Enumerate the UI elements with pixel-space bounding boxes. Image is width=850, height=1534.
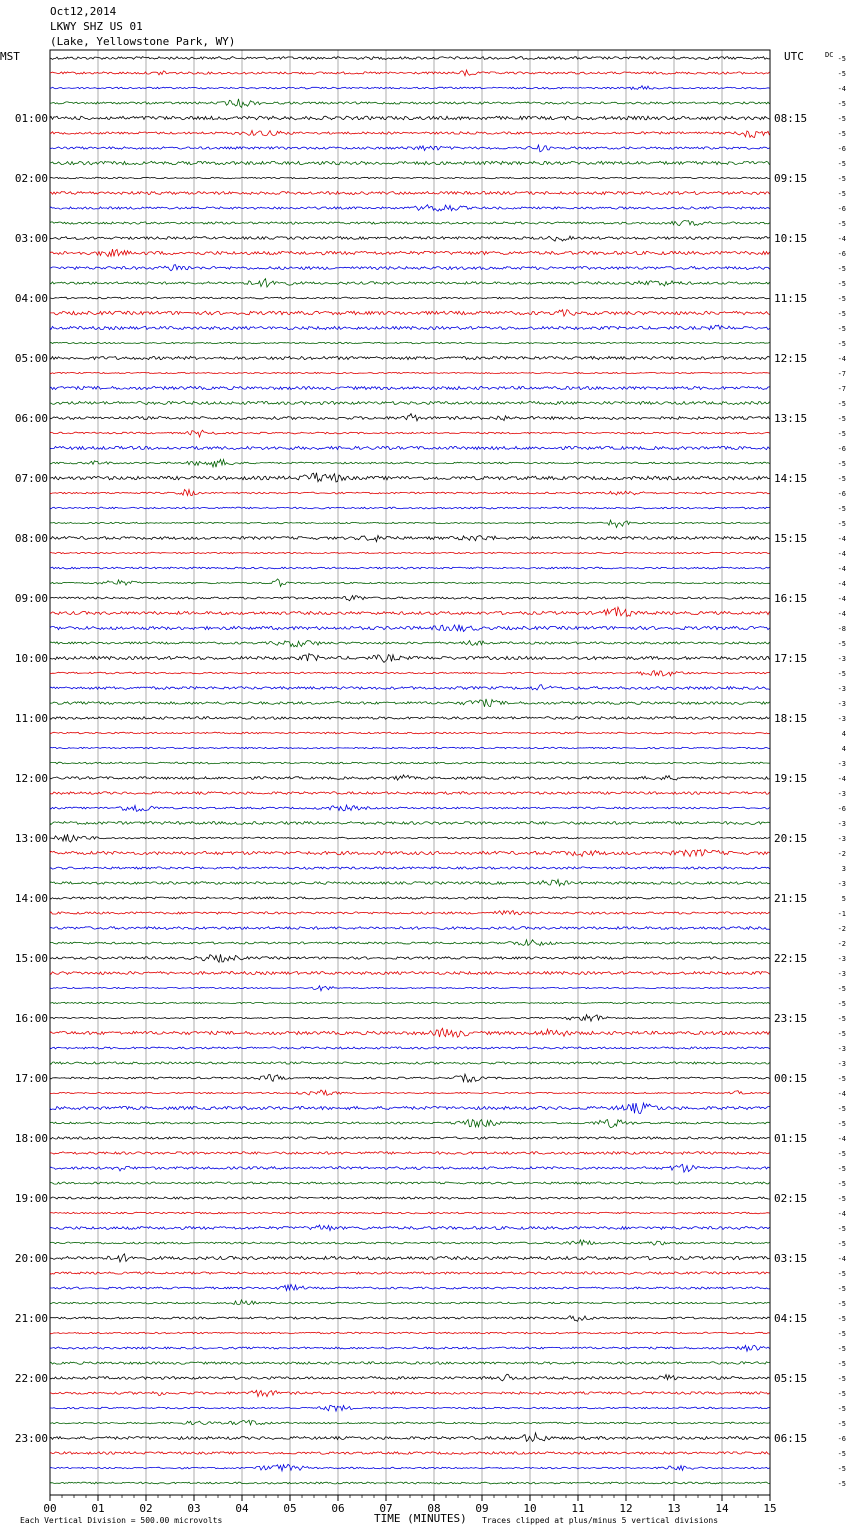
right-hour-label: 18:15 — [774, 712, 808, 725]
x-tick-label: 00 — [43, 1502, 57, 1515]
dc-label: DC — [825, 51, 834, 59]
dc-offset-label: -3 — [837, 820, 846, 828]
right-hour-label: 06:15 — [774, 1432, 808, 1445]
right-hour-label: 04:15 — [774, 1312, 808, 1325]
trace-line — [50, 507, 770, 509]
left-hour-label: 17:00 — [14, 1072, 48, 1085]
trace-line — [50, 297, 770, 299]
trace-line — [50, 1272, 770, 1274]
trace-line — [50, 279, 770, 287]
dc-offset-label: -5 — [837, 520, 846, 528]
trace-line — [50, 911, 770, 915]
right-hour-label: 00:15 — [774, 1072, 808, 1085]
dc-offset-label: -5 — [837, 1300, 846, 1308]
left-hour-label: 20:00 — [14, 1252, 48, 1265]
trace-line — [50, 552, 770, 553]
dc-offset-label: -3 — [837, 700, 846, 708]
dc-offset-label: -5 — [837, 475, 846, 483]
left-hour-label: 02:00 — [14, 172, 48, 185]
trace-line — [50, 116, 770, 120]
dc-offset-label: -5 — [837, 1480, 846, 1488]
dc-offset-label: -4 — [837, 565, 846, 573]
trace-line — [50, 1062, 770, 1064]
trace-line — [50, 131, 770, 138]
left-hour-label: 10:00 — [14, 652, 48, 665]
dc-offset-label: -5 — [837, 640, 846, 648]
trace-line — [50, 1225, 770, 1231]
x-tick-label: 03 — [187, 1502, 201, 1515]
right-hour-label: 14:15 — [774, 472, 808, 485]
dc-offset-label: -6 — [837, 145, 846, 153]
right-hour-label: 01:15 — [774, 1132, 808, 1145]
trace-line — [50, 1482, 770, 1484]
dc-offset-label: -6 — [837, 805, 846, 813]
trace-line — [50, 446, 770, 449]
dc-offset-label: -5 — [837, 1405, 846, 1413]
x-tick-label: 15 — [763, 1502, 777, 1515]
dc-offset-label: -5 — [837, 1165, 846, 1173]
dc-offset-label: -3 — [837, 790, 846, 798]
dc-offset-label: -4 — [837, 355, 846, 363]
trace-line — [50, 1120, 770, 1128]
right-hour-label: 09:15 — [774, 172, 808, 185]
trace-line — [50, 1285, 770, 1291]
trace-line — [50, 1090, 770, 1095]
trace-line — [50, 99, 770, 108]
dc-offset-label: -4 — [837, 535, 846, 543]
right-hour-label: 13:15 — [774, 412, 808, 425]
record-date: Oct12,2014 — [50, 5, 117, 18]
right-hour-label: 11:15 — [774, 292, 808, 305]
trace-line — [50, 520, 770, 527]
trace-line — [50, 490, 770, 496]
dc-offset-label: -3 — [837, 715, 846, 723]
dc-offset-label: -2 — [837, 925, 846, 933]
x-tick-label: 10 — [523, 1502, 537, 1515]
trace-line — [50, 1464, 770, 1471]
dc-offset-label: -6 — [837, 490, 846, 498]
dc-offset-label: -5 — [837, 1180, 846, 1188]
dc-offset-label: -5 — [837, 1105, 846, 1113]
left-hour-label: 08:00 — [14, 532, 48, 545]
x-axis-label: TIME (MINUTES) — [374, 1512, 467, 1525]
trace-line — [50, 70, 770, 76]
dc-offset-label: 3 — [841, 865, 846, 873]
trace-line — [50, 236, 770, 241]
left-hour-label: 07:00 — [14, 472, 48, 485]
trace-line — [50, 265, 770, 271]
trace-line — [50, 1047, 770, 1049]
trace-line — [50, 1433, 770, 1442]
trace-line — [50, 822, 770, 825]
scale-note: Each Vertical Division = 500.00 microvolts — [20, 1516, 223, 1525]
right-hour-label: 20:15 — [774, 832, 808, 845]
trace-line — [50, 1420, 770, 1425]
dc-offset-label: -3 — [837, 1045, 846, 1053]
trace-line — [50, 342, 770, 343]
left-timezone-label: MST — [0, 50, 20, 63]
trace-line — [50, 249, 770, 257]
dc-offset-label: -6 — [837, 205, 846, 213]
dc-offset-label: -5 — [837, 1240, 846, 1248]
left-hour-label: 12:00 — [14, 772, 48, 785]
trace-line — [50, 607, 770, 616]
trace-line — [50, 221, 770, 226]
trace-line — [50, 1212, 770, 1214]
trace-line — [50, 459, 770, 467]
dc-offset-label: -5 — [837, 190, 846, 198]
dc-offset-label: -5 — [837, 1150, 846, 1158]
dc-offset-label: -5 — [837, 1345, 846, 1353]
dc-offset-label: -5 — [837, 1315, 846, 1323]
x-tick-label: 12 — [619, 1502, 633, 1515]
trace-line — [50, 775, 770, 780]
x-tick-label: 04 — [235, 1502, 249, 1515]
trace-line — [50, 867, 770, 869]
dc-offset-label: -7 — [837, 370, 846, 378]
trace-line — [50, 654, 770, 663]
trace-line — [50, 372, 770, 373]
right-hour-label: 10:15 — [774, 232, 808, 245]
dc-offset-label: -4 — [837, 235, 846, 243]
dc-offset-label: -3 — [837, 955, 846, 963]
trace-line — [50, 1137, 770, 1139]
dc-offset-label: -2 — [837, 850, 846, 858]
dc-offset-label: -4 — [837, 1090, 846, 1098]
left-hour-label: 01:00 — [14, 112, 48, 125]
dc-offset-label: -3 — [837, 685, 846, 693]
trace-line — [50, 1015, 770, 1022]
dc-offset-label: -4 — [837, 775, 846, 783]
x-tick-label: 14 — [715, 1502, 729, 1515]
trace-line — [50, 1152, 770, 1155]
dc-offset-label: -6 — [837, 250, 846, 258]
trace-line — [50, 1254, 770, 1262]
trace-line — [50, 805, 770, 811]
dc-offset-label: -5 — [837, 1390, 846, 1398]
dc-offset-label: -5 — [837, 1015, 846, 1023]
trace-line — [50, 986, 770, 991]
dc-offset-label: -5 — [837, 1285, 846, 1293]
dc-offset-label: -5 — [837, 70, 846, 78]
trace-line — [50, 1405, 770, 1411]
dc-offset-label: -5 — [837, 130, 846, 138]
dc-offset-label: -5 — [837, 1000, 846, 1008]
dc-offset-label: -4 — [837, 1135, 846, 1143]
right-timezone-label: UTC — [784, 50, 804, 63]
left-hour-label: 04:00 — [14, 292, 48, 305]
right-hour-label: 03:15 — [774, 1252, 808, 1265]
dc-offset-label: -5 — [837, 175, 846, 183]
dc-offset-label: -5 — [837, 1360, 846, 1368]
dc-offset-label: -8 — [837, 625, 846, 633]
dc-offset-label: -5 — [837, 325, 846, 333]
left-hour-label: 15:00 — [14, 952, 48, 965]
trace-line — [50, 161, 770, 164]
station-name: LKWY SHZ US 01 — [50, 20, 143, 33]
dc-offset-label: -5 — [837, 280, 846, 288]
dc-offset-label: -5 — [837, 1465, 846, 1473]
dc-offset-label: -2 — [837, 940, 846, 948]
left-hour-label: 14:00 — [14, 892, 48, 905]
trace-line — [50, 414, 770, 421]
right-hour-label: 22:15 — [774, 952, 808, 965]
trace-line — [50, 762, 770, 764]
left-hour-label: 09:00 — [14, 592, 48, 605]
right-hour-label: 17:15 — [774, 652, 808, 665]
x-tick-label: 01 — [91, 1502, 105, 1515]
dc-offset-label: -3 — [837, 835, 846, 843]
dc-offset-label: -5 — [837, 430, 846, 438]
left-hour-label: 21:00 — [14, 1312, 48, 1325]
dc-offset-label: -3 — [837, 655, 846, 663]
dc-offset-label: -5 — [837, 1330, 846, 1338]
left-hour-label: 03:00 — [14, 232, 48, 245]
x-tick-label: 09 — [475, 1502, 489, 1515]
dc-offset-label: -4 — [837, 550, 846, 558]
dc-offset-label: -5 — [837, 400, 846, 408]
trace-line — [50, 1074, 770, 1082]
dc-offset-label: -3 — [837, 880, 846, 888]
trace-line — [50, 536, 770, 542]
dc-offset-label: -6 — [837, 445, 846, 453]
trace-line — [50, 177, 770, 178]
trace-line — [50, 579, 770, 587]
dc-offset-label: -5 — [837, 985, 846, 993]
plot-frame — [50, 50, 770, 1495]
left-hour-label: 16:00 — [14, 1012, 48, 1025]
right-hour-label: 08:15 — [774, 112, 808, 125]
dc-offset-label: -5 — [837, 220, 846, 228]
x-tick-label: 11 — [571, 1502, 585, 1515]
x-tick-label: 02 — [139, 1502, 153, 1515]
dc-offset-label: -4 — [837, 1255, 846, 1263]
dc-offset-label: -3 — [837, 760, 846, 768]
dc-offset-label: -5 — [837, 460, 846, 468]
trace-line — [50, 1452, 770, 1454]
trace-line — [50, 1345, 770, 1351]
right-hour-label: 02:15 — [774, 1192, 808, 1205]
trace-line — [50, 1103, 770, 1113]
trace-line — [50, 954, 770, 962]
trace-line — [50, 145, 770, 152]
dc-offset-label: -4 — [837, 85, 846, 93]
dc-offset-label: -6 — [837, 1435, 846, 1443]
dc-offset-label: -5 — [837, 1195, 846, 1203]
trace-line — [50, 685, 770, 690]
trace-line — [50, 927, 770, 930]
trace-line — [50, 1316, 770, 1322]
trace-line — [50, 430, 770, 437]
trace-line — [50, 940, 770, 946]
dc-offset-label: -3 — [837, 970, 846, 978]
trace-line — [50, 310, 770, 317]
trace-line — [50, 880, 770, 886]
right-hour-label: 21:15 — [774, 892, 808, 905]
trace-line — [50, 1197, 770, 1199]
trace-line — [50, 356, 770, 359]
right-hour-label: 12:15 — [774, 352, 808, 365]
dc-offset-label: -5 — [837, 265, 846, 273]
trace-line — [50, 850, 770, 857]
left-hour-label: 13:00 — [14, 832, 48, 845]
dc-offset-label: -5 — [837, 1420, 846, 1428]
trace-line — [50, 1002, 770, 1003]
trace-line — [50, 57, 770, 60]
left-hour-label: 18:00 — [14, 1132, 48, 1145]
right-hour-label: 16:15 — [774, 592, 808, 605]
dc-offset-label: -4 — [837, 580, 846, 588]
dc-offset-label: -5 — [837, 670, 846, 678]
x-tick-label: 07 — [379, 1502, 393, 1515]
trace-line — [50, 641, 770, 647]
trace-line — [50, 732, 770, 734]
trace-line — [50, 1164, 770, 1172]
clip-note: Traces clipped at plus/minus 5 vertical divisions — [482, 1516, 719, 1525]
trace-line — [50, 699, 770, 707]
trace-line — [50, 1362, 770, 1364]
x-tick-label: 06 — [331, 1502, 345, 1515]
trace-line — [50, 1028, 770, 1037]
trace-line — [50, 717, 770, 720]
left-hour-label: 23:00 — [14, 1432, 48, 1445]
trace-line — [50, 1390, 770, 1396]
right-hour-label: 19:15 — [774, 772, 808, 785]
trace-line — [50, 386, 770, 389]
left-hour-label: 06:00 — [14, 412, 48, 425]
left-hour-label: 19:00 — [14, 1192, 48, 1205]
dc-offset-label: -5 — [837, 100, 846, 108]
dc-offset-label: -4 — [837, 1210, 846, 1218]
trace-line — [50, 747, 770, 748]
trace-line — [50, 625, 770, 632]
trace-line — [50, 1332, 770, 1334]
dc-offset-label: -5 — [837, 1075, 846, 1083]
dc-offset-label: -1 — [837, 910, 846, 918]
dc-offset-label: -5 — [837, 310, 846, 318]
trace-line — [50, 325, 770, 330]
left-hour-label: 05:00 — [14, 352, 48, 365]
dc-offset-label: 4 — [841, 730, 846, 738]
left-hour-label: 11:00 — [14, 712, 48, 725]
dc-offset-label: -5 — [837, 415, 846, 423]
dc-offset-label: -3 — [837, 1060, 846, 1068]
trace-line — [50, 1240, 770, 1245]
dc-offset-label: -4 — [837, 610, 846, 618]
dc-offset-label: -5 — [837, 1375, 846, 1383]
trace-line — [50, 897, 770, 899]
station-location: (Lake, Yellowstone Park, WY) — [50, 35, 236, 48]
x-tick-label: 05 — [283, 1502, 297, 1515]
dc-offset-label: 4 — [841, 745, 846, 753]
trace-line — [50, 1182, 770, 1184]
trace-line — [50, 792, 770, 795]
trace-line — [50, 1300, 770, 1305]
x-tick-label: 08 — [427, 1502, 441, 1515]
x-tick-label: 13 — [667, 1502, 681, 1515]
dc-offset-label: -5 — [837, 1225, 846, 1233]
trace-line — [50, 671, 770, 677]
trace-line — [50, 86, 770, 90]
trace-line — [50, 972, 770, 975]
dc-offset-label: -5 — [837, 340, 846, 348]
dc-offset-label: -4 — [837, 595, 846, 603]
dc-offset-label: 5 — [841, 895, 846, 903]
trace-line — [50, 567, 770, 569]
trace-line — [50, 205, 770, 212]
dc-offset-label: -5 — [837, 1120, 846, 1128]
dc-offset-label: -5 — [837, 115, 846, 123]
right-hour-label: 15:15 — [774, 532, 808, 545]
dc-offset-label: -5 — [837, 160, 846, 168]
dc-offset-label: -5 — [837, 1030, 846, 1038]
trace-line — [50, 1374, 770, 1381]
dc-offset-label: -5 — [837, 295, 846, 303]
right-hour-label: 23:15 — [774, 1012, 808, 1025]
trace-line — [50, 834, 770, 842]
right-hour-label: 05:15 — [774, 1372, 808, 1385]
dc-offset-label: -5 — [837, 505, 846, 513]
trace-line — [50, 192, 770, 195]
dc-offset-label: -7 — [837, 385, 846, 393]
dc-offset-label: -5 — [837, 55, 846, 63]
left-hour-label: 22:00 — [14, 1372, 48, 1385]
dc-offset-label: -5 — [837, 1450, 846, 1458]
dc-offset-label: -5 — [837, 1270, 846, 1278]
trace-line — [50, 596, 770, 601]
trace-line — [50, 402, 770, 405]
trace-line — [50, 473, 770, 482]
